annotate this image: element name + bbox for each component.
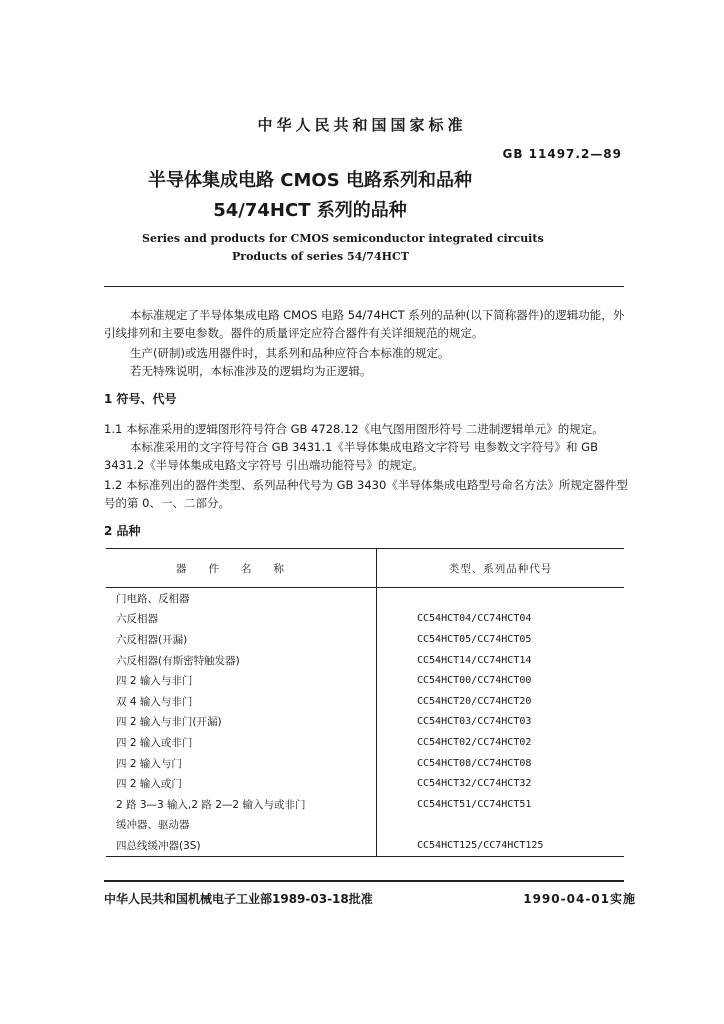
approval-line: 中华人民共和国机械电子工业部1989-03-18批准 xyxy=(104,892,373,906)
product-code: CC54HCT14/CC74HCT14 xyxy=(417,654,532,666)
product-name: 2 路 3—3 输入,2 路 2—2 输入与或非门 xyxy=(106,794,377,815)
title-en-line2: Products of series 54/74HCT xyxy=(232,250,409,263)
col-header-code: 类型、系列品种代号 xyxy=(377,549,625,588)
table-header-row xyxy=(106,549,624,588)
product-table xyxy=(106,548,624,857)
section2-heading: 2 品种 xyxy=(104,524,141,538)
product-name: 四 2 输入或门 xyxy=(106,773,377,794)
product-name: 六反相器(开漏) xyxy=(106,629,377,650)
table-row xyxy=(106,691,624,712)
footer-divider xyxy=(104,880,624,882)
product-code: CC54HCT05/CC74HCT05 xyxy=(417,633,532,645)
clause-1-1-line2: 本标准采用的文字符号符合 GB 3431.1《半导体集成电路文字符号 电参数文字符号》和 GB xyxy=(130,440,598,454)
intro-p2: 生产(研制)或选用器件时，其系列和品种应符合本标准的规定。 xyxy=(130,346,450,360)
section1-heading: 1 符号、代号 xyxy=(104,392,177,406)
product-code: CC54HCT00/CC74HCT00 xyxy=(417,675,532,687)
product-code: CC54HCT51/CC74HCT51 xyxy=(417,798,532,810)
product-code: CC54HCT125/CC74HCT125 xyxy=(377,835,625,856)
product-name: 四 2 输入与门 xyxy=(106,753,377,774)
table-row xyxy=(106,835,624,856)
national-standard-header: 中华人民共和国国家标准 xyxy=(257,116,467,134)
product-name: 门电路、反相器 xyxy=(106,588,377,609)
table-row xyxy=(106,588,624,609)
product-code: CC54HCT32/CC74HCT32 xyxy=(417,778,532,790)
table-row xyxy=(106,650,624,671)
title-divider xyxy=(104,286,624,287)
product-code: CC54HCT08/CC74HCT08 xyxy=(417,757,532,769)
title-cn-line2: 54/74HCT 系列的品种 xyxy=(213,200,407,221)
product-code: CC54HCT03/CC74HCT03 xyxy=(417,716,532,728)
product-name: 四 2 输入与非门(开漏) xyxy=(106,712,377,733)
product-name: 四 2 输入与非门 xyxy=(106,670,377,691)
intro-p1-line2: 引线排列和主要电参数。器件的质量评定应符合器件有关详细规范的规定。 xyxy=(104,326,484,340)
product-code xyxy=(377,815,625,836)
table-row xyxy=(106,794,624,815)
product-name: 六反相器(有斯密特触发器) xyxy=(106,650,377,671)
title-cn-line1: 半导体集成电路 CMOS 电路系列和品种 xyxy=(148,170,472,191)
table-row xyxy=(106,629,624,650)
product-code: CC54HCT02/CC74HCT02 xyxy=(417,736,532,748)
product-code xyxy=(377,588,625,609)
implementation-date: 1990-04-01实施 xyxy=(523,892,636,906)
table-row xyxy=(106,670,624,691)
table-row xyxy=(106,609,624,630)
standard-number: GB 11497.2—89 xyxy=(502,147,622,161)
intro-p3: 若无特殊说明，本标准涉及的逻辑均为正逻辑。 xyxy=(130,364,372,378)
table-row xyxy=(106,753,624,774)
product-name: 双 4 输入与非门 xyxy=(106,691,377,712)
product-name: 四 2 输入或非门 xyxy=(106,732,377,753)
col-header-name: 器件名称 xyxy=(106,549,377,588)
product-name: 缓冲器、驱动器 xyxy=(106,815,377,836)
table-row xyxy=(106,773,624,794)
product-code: CC54HCT04/CC74HCT04 xyxy=(417,613,532,625)
product-name: 六反相器 xyxy=(106,609,377,630)
table-row xyxy=(106,712,624,733)
clause-1-1-line3: 3431.2《半导体集成电路文字符号 引出端功能符号》的规定。 xyxy=(104,458,424,472)
product-code: CC54HCT20/CC74HCT20 xyxy=(417,695,532,707)
table-row xyxy=(106,732,624,753)
product-name: 四总线缓冲器(3S) xyxy=(106,835,377,856)
title-en-line1: Series and products for CMOS semiconductor integrated circuits xyxy=(142,232,544,245)
clause-1-2-line1: 1.2 本标准列出的器件类型、系列品种代号为 GB 3430《半导体集成电路型号命名方法》所规定器件型 xyxy=(104,478,628,492)
intro-p1-line1: 本标准规定了半导体集成电路 CMOS 电路 54/74HCT 系列的品种(以下简称器件)的逻辑功能，外 xyxy=(130,308,625,322)
clause-1-1-line1: 1.1 本标准采用的逻辑图形符号符合 GB 4728.12《电气图用图形符号 二进制逻辑单元》的规定。 xyxy=(104,422,604,436)
table-row xyxy=(106,815,624,836)
clause-1-2-line2: 号的第 0、一、二部分。 xyxy=(104,496,230,510)
